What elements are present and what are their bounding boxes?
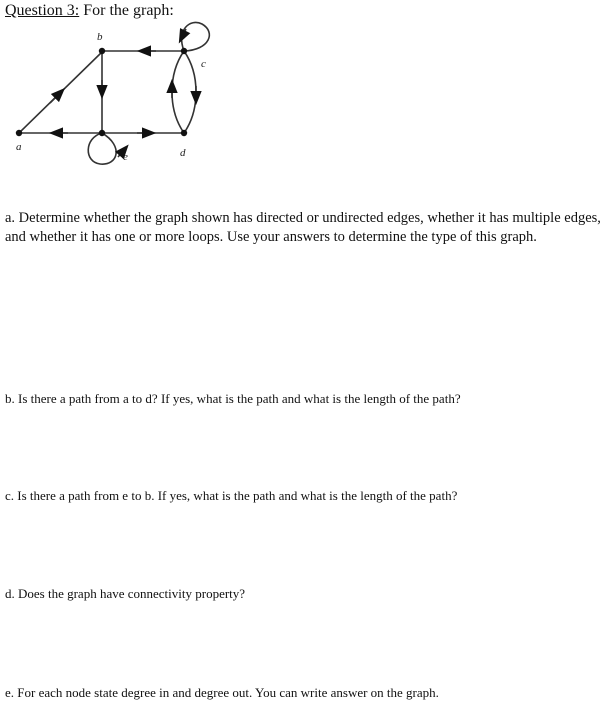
arrow-a-b — [50, 93, 60, 103]
edge-d-c — [172, 51, 184, 133]
question-c: c. Is there a path from e to b. If yes, what is the path and what is the length of the path? — [5, 488, 458, 503]
node-c — [181, 48, 187, 54]
node-b — [99, 48, 105, 54]
loop-c — [182, 22, 210, 51]
question-b: b. Is there a path from a to d? If yes, what is the path and what is the length of the path? — [5, 391, 461, 406]
node-d — [181, 130, 187, 136]
node-label-d: d — [180, 147, 186, 159]
question-intro: For the graph: — [79, 2, 174, 19]
question-a: a. Determine whether the graph shown has directed or undirected edges, whether it has multiple edges, and whether it has one or more loops. Use your answers to determine the type of this graph. — [5, 210, 601, 245]
directed-graph — [0, 0, 604, 180]
node-a — [16, 130, 22, 136]
question-d: d. Does the graph have connectivity property? — [5, 586, 246, 601]
loop-e — [88, 133, 116, 164]
node-label-e: e — [123, 151, 128, 163]
node-label-b: b — [97, 31, 103, 43]
edge-c-d — [184, 51, 196, 133]
edge-a-b — [19, 52, 102, 133]
question-number: Question 3: — [5, 2, 80, 19]
node-e — [99, 130, 105, 136]
question-e: e. For each node state degree in and degree out. You can write answer on the graph. — [5, 685, 439, 700]
node-label-c: c — [201, 58, 206, 70]
node-label-a: a — [16, 141, 22, 153]
